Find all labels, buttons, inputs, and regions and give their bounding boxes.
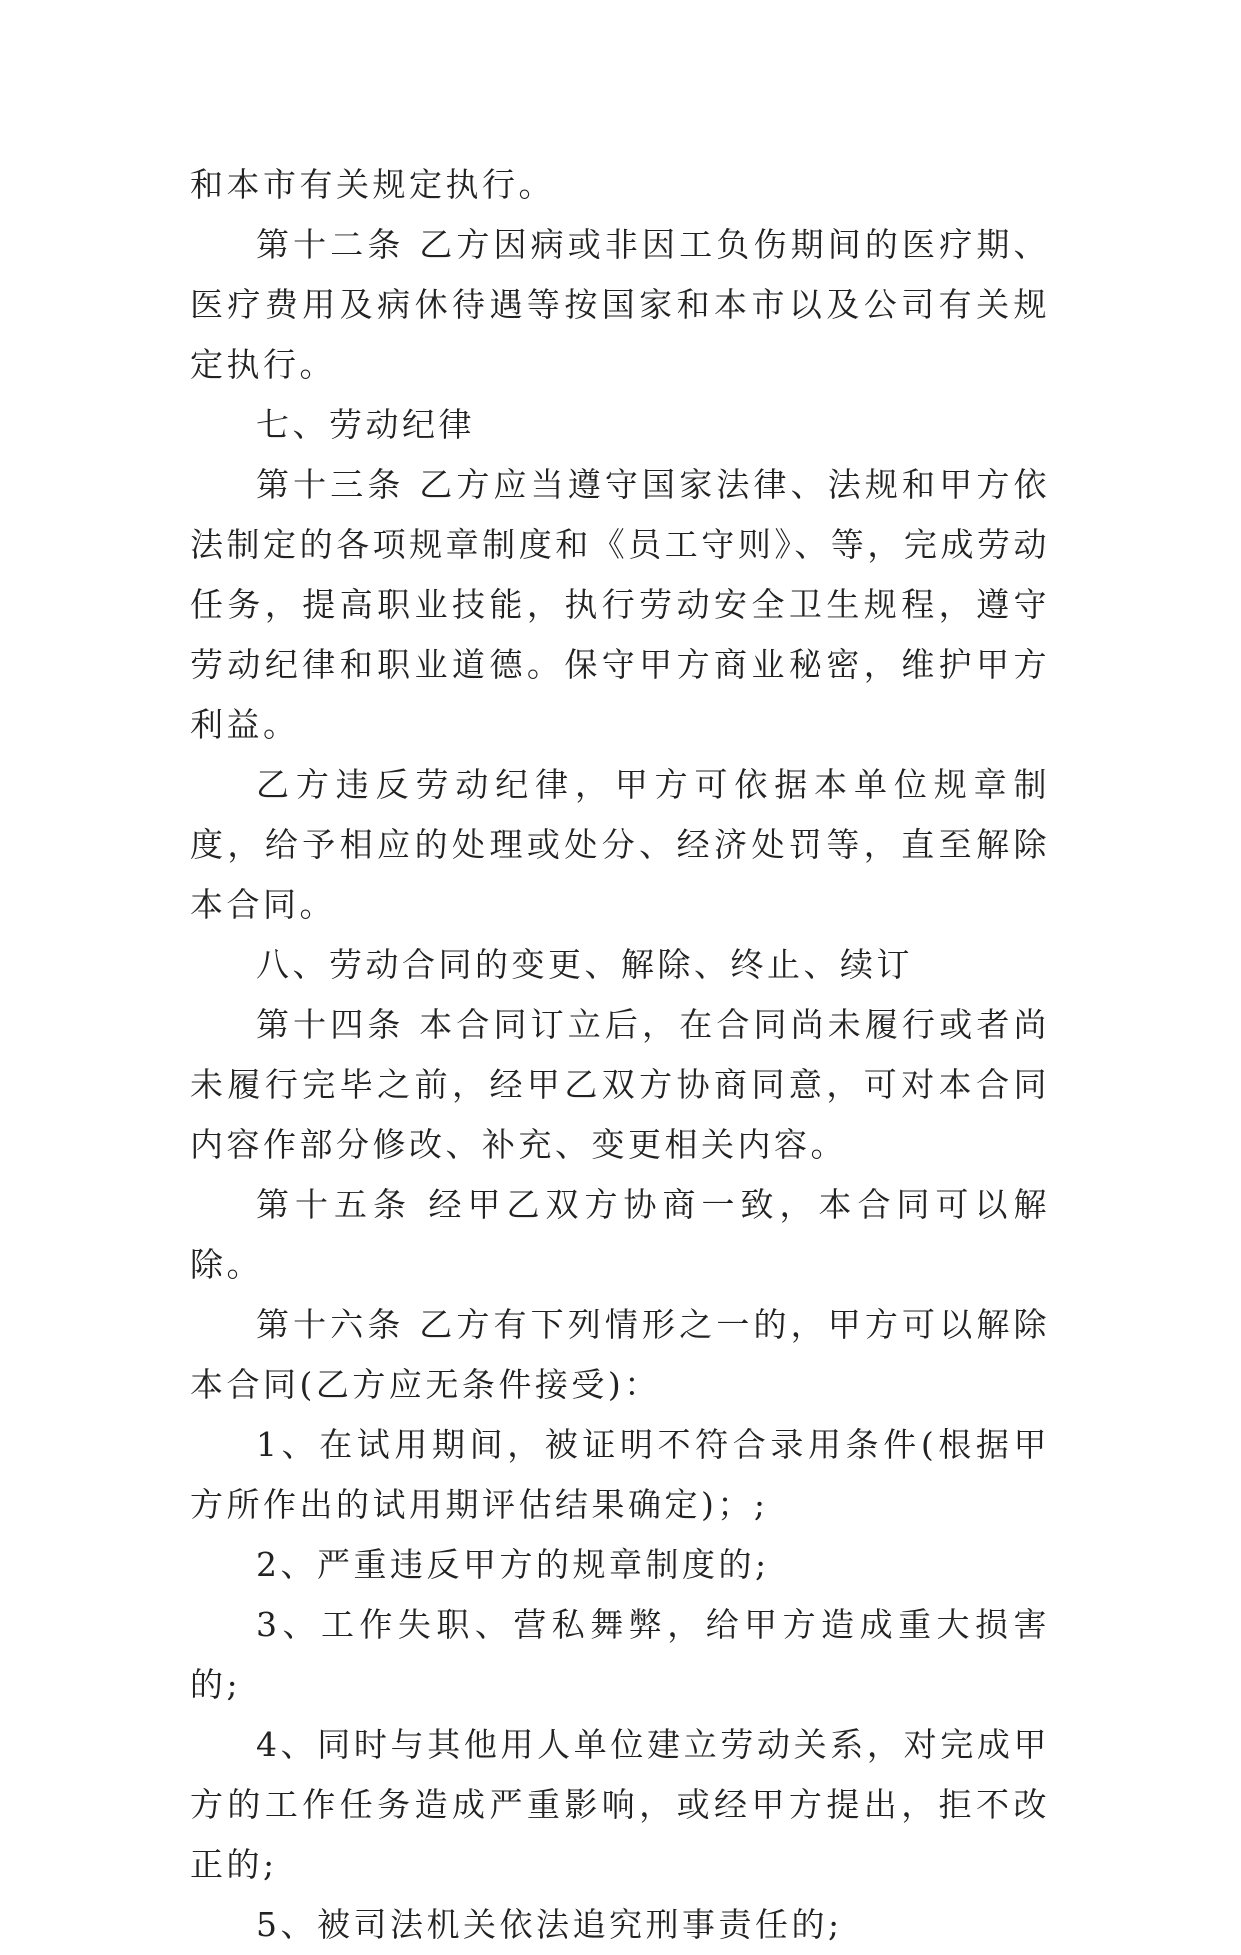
paragraph-continuation: 和本市有关规定执行。 [190,165,555,204]
section-heading-contract-changes: 八、劳动合同的变更、解除、终止、续订 [256,945,913,984]
paragraph-article-14: 第十四条 本合同订立后，在合同尚未履行或者尚未履行完毕之前，经甲乙双方协商同意，可对本合同内容作部分修改、补充、变更相关内容。 [190,1005,1050,1164]
paragraph-discipline-violation: 乙方违反劳动纪律，甲方可依据本单位规章制度，给予相应的处理或处分、经济处罚等，直至解除本合同。 [190,765,1050,924]
document-body [190,155,1050,1955]
paragraph-article-15: 第十五条 经甲乙双方协商一致，本合同可以解除。 [190,1185,1050,1284]
paragraph-article-13: 第十三条 乙方应当遵守国家法律、法规和甲方依法制定的各项规章制度和《员工守则》、等，完成劳动任务，提高职业技能，执行劳动安全卫生规程，遵守劳动纪律和职业道德。保守甲方商业秘密，维护甲方利益。 [190,465,1050,744]
list-item-3: 3、工作失职、营私舞弊，给甲方造成重大损害的; [190,1605,1050,1704]
list-item-2: 2、严重违反甲方的规章制度的; [256,1545,770,1584]
paragraph-article-12: 第十二条 乙方因病或非因工负伤期间的医疗期、医疗费用及病休待遇等按国家和本市以及公司有关规定执行。 [190,225,1050,384]
list-item-4: 4、同时与其他用人单位建立劳动关系，对完成甲方的工作任务造成严重影响，或经甲方提出，拒不改正的; [190,1725,1050,1884]
list-item-1: 1、在试用期间，被证明不符合录用条件(根据甲方所作出的试用期评估结果确定)；; [190,1425,1050,1524]
paragraph-article-16: 第十六条 乙方有下列情形之一的，甲方可以解除本合同(乙方应无条件接受)： [190,1305,1050,1404]
list-item-5: 5、被司法机关依法追究刑事责任的; [256,1905,843,1944]
section-heading-labor-discipline: 七、劳动纪律 [256,405,475,444]
